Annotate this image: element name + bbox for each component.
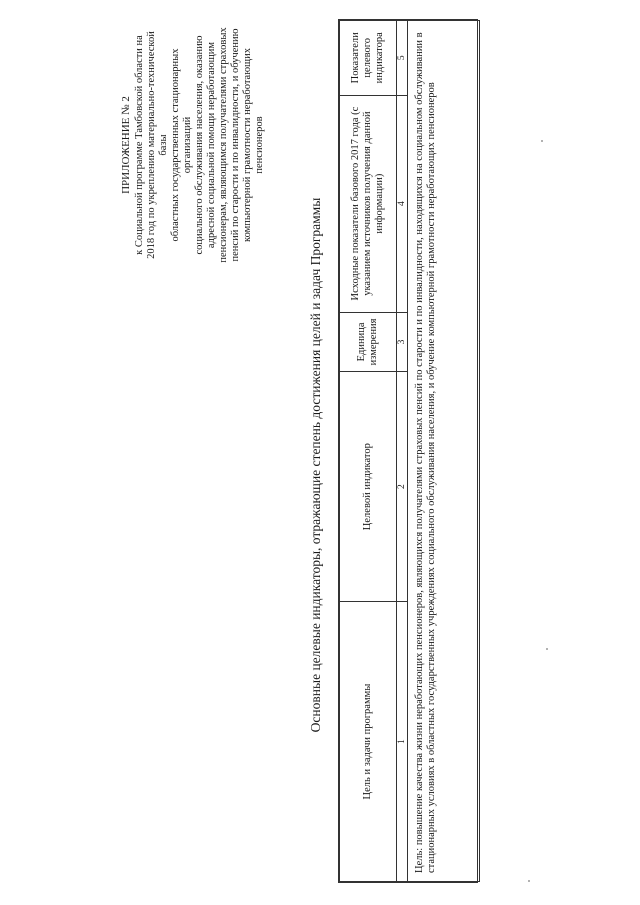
col-header-indicator: Целевой индикатор [340, 372, 397, 602]
col-number: 4 [397, 95, 408, 312]
col-header-target: Показатели целевого индикатора [340, 21, 397, 96]
col-number: 5 [397, 21, 408, 96]
col-number: 1 [397, 602, 408, 882]
col-number: 3 [397, 312, 408, 372]
appendix-title: ПРИЛОЖЕНИЕ № 2 [120, 96, 132, 194]
appendix-line: адресной социальной помощи неработающим [206, 41, 218, 249]
appendix-line: компьютерной грамотности неработающих пенсионеров [242, 48, 266, 242]
number-row [397, 21, 408, 882]
header-row [340, 21, 397, 882]
appendix-line: областных государственных стационарных организаций [169, 48, 193, 242]
scan-speck [541, 140, 543, 142]
col-header-baseline: Исходные показатели базового 2017 года (с указанием источников получения данной информации) [340, 95, 397, 312]
table-heading: Основные целевые индикаторы, отражающие степень достижения целей и задач Программы [308, 197, 323, 733]
col-header-goal: Цель и задачи программы [340, 602, 397, 882]
col-number: 2 [397, 372, 408, 602]
scan-speck [546, 648, 548, 650]
indicators-table [338, 19, 478, 883]
appendix-line: пенсий по старости и по инвалидности, и обучению [230, 28, 242, 262]
scan-speck [528, 880, 530, 882]
appendix-block [120, 25, 266, 265]
goal-text: Цель: повышение качества жизни неработающих пенсионеров, являющихся получателями страховых пенсий по старости и по инвалидности, находящихся на социальном обслуживании в стационарных условиях в областных государственных учреждениях социального обслуживания населения, и обучение компьютерной грамотности неработающих пенсионеров [408, 21, 480, 882]
appendix-line: 2018 год по укреплению материально-технической базы [145, 31, 169, 259]
appendix-line: пенсионерам, являющимся получателями страховых [218, 27, 230, 263]
col-header-unit: Единица измерения [340, 312, 397, 372]
appendix-line: к Социальной программе Тамбовской области на [133, 35, 145, 255]
appendix-line: социального обслуживания населения, оказанию [193, 35, 205, 255]
goal-row [408, 21, 480, 882]
